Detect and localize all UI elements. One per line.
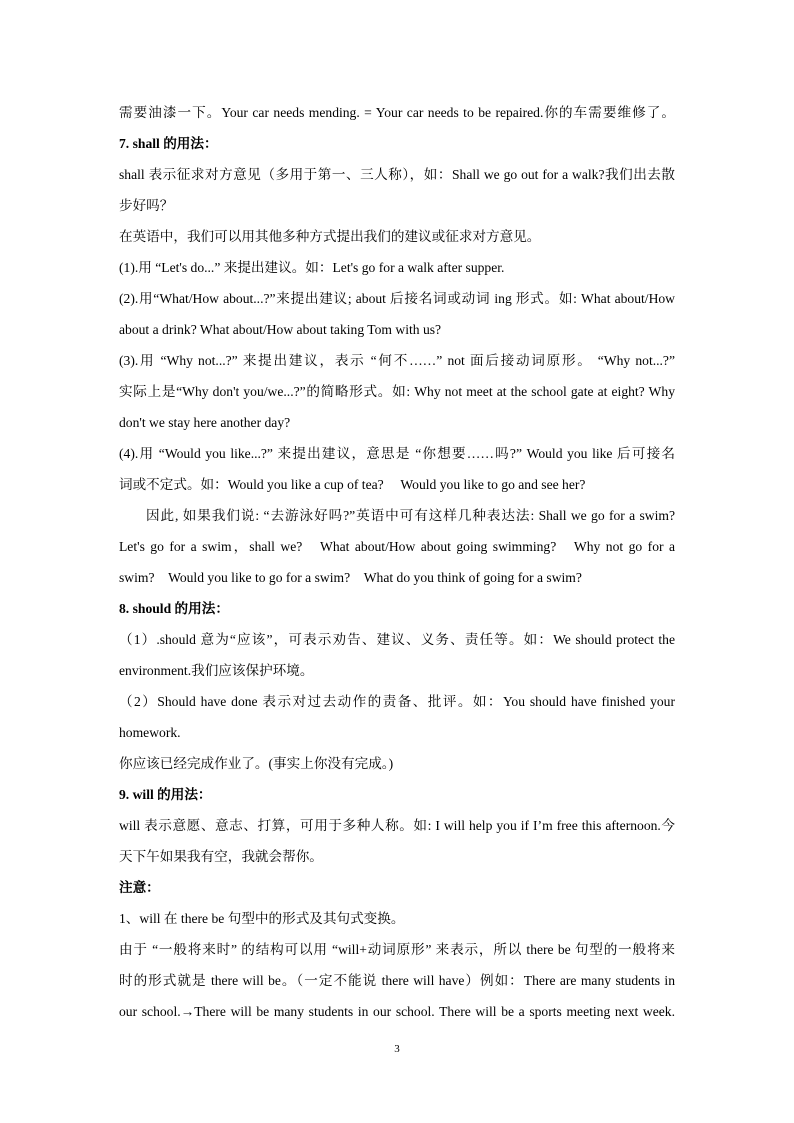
section-heading: 注意： xyxy=(119,880,160,895)
text-line: 时的形式就是 there will be。（一定不能说 there will have）例如：There are many students in xyxy=(119,973,675,988)
text-line: 实际上是“Why don't you/we...?”的简略形式。如: Why not meet at the school gate at eight? Why xyxy=(119,384,675,399)
text-line: (4).用 “Would you like...?” 来提出建议，意思是 “你想要……吗?” Would you like 后可接名 xyxy=(119,446,675,461)
text-line: 词或不定式。如：Would you like a cup of tea? Would you like to go and see her? xyxy=(119,477,586,492)
text-line: homework. xyxy=(119,725,181,740)
text-line: (2).用“What/How about...?”来提出建议; about 后接名词或动词 ing 形式。如: What about/How xyxy=(119,291,675,306)
text-line: Let's go for a swim，shall we? What about/How about going swimming? Why not go for a xyxy=(119,539,675,554)
text-line: (1).用 “Let's do...” 来提出建议。如：Let's go for a walk after supper. xyxy=(119,260,505,275)
text-line: 因此, 如果我们说: “去游泳好吗?”英语中可有这样几种表达法: Shall we go for a swim? xyxy=(146,508,675,523)
text-line: shall 表示征求对方意见（多用于第一、三人称），如：Shall we go out for a walk?我们出去散 xyxy=(119,167,675,182)
text-line: 你应该已经完成作业了。(事实上你没有完成。) xyxy=(119,756,394,771)
text-line: (3).用 “Why not...?” 来提出建议，表示 “何不……” not 面后接动词原形。 “Why not...?” xyxy=(119,353,675,368)
text-line: our school.→There will be many students in our school. There will be a sports meeting next week. xyxy=(119,1004,675,1019)
text-line: 由于 “一般将来时” 的结构可以用 “will+动词原形” 来表示，所以 there be 句型的一般将来 xyxy=(119,942,675,957)
text-line: about a drink? What about/How about taking Tom with us? xyxy=(119,322,442,337)
section-heading: 9. will 的用法： xyxy=(119,787,212,802)
text-line: environment.我们应该保护环境。 xyxy=(119,663,314,678)
text-line: swim? Would you like to go for a swim? What do you think of going for a swim? xyxy=(119,570,582,585)
text-line: （2）Should have done 表示对过去动作的责备、批评。如：You should have finished your xyxy=(119,694,675,709)
text-line: 天下午如果我有空，我就会帮你。 xyxy=(119,849,323,864)
text-line: 需要油漆一下。Your car needs mending. = Your car needs to be repaired.你的车需要维修了。 xyxy=(119,105,675,120)
text-line: will 表示意愿、意志、打算，可用于多种人称。如: I will help you if I’m free this afternoon.今 xyxy=(119,818,675,833)
text-line: 步好吗？ xyxy=(119,198,174,213)
page-number: 3 xyxy=(394,1043,400,1055)
text-line: don't we stay here another day? xyxy=(119,415,291,430)
page-body xyxy=(119,97,675,1027)
section-heading: 7. shall 的用法： xyxy=(119,136,218,151)
text-line: （1）.should 意为“应该”，可表示劝告、建议、义务、责任等。如：We should protect the xyxy=(119,632,675,647)
text-line: 在英语中，我们可以用其他多种方式提出我们的建议或征求对方意见。 xyxy=(119,229,541,244)
section-heading: 8. should 的用法： xyxy=(119,601,229,616)
text-line: 1、will 在 there be 句型中的形式及其句式变换。 xyxy=(119,911,405,926)
